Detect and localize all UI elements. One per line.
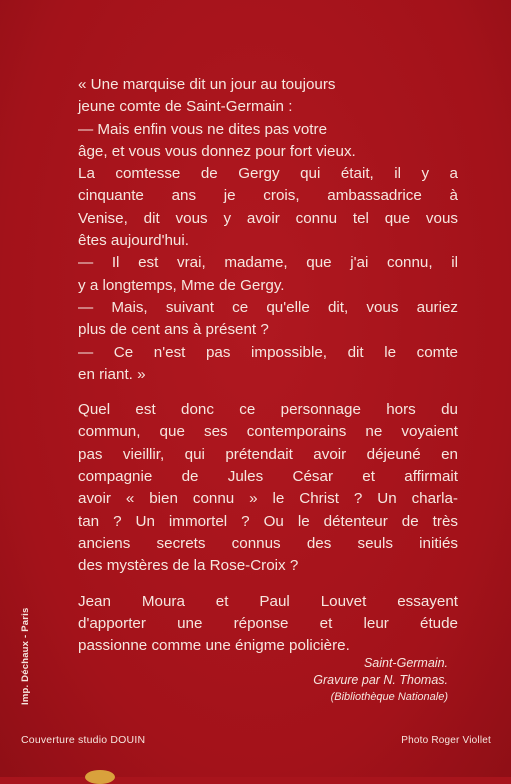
text-line: — Mais, suivant ce qu'elle dit, vous auriez	[78, 298, 458, 316]
text-line: Jean Moura et Paul Louvet essayent	[78, 592, 458, 610]
text-line: y a longtemps, Mme de Gergy.	[78, 276, 285, 294]
text-line: en riant. »	[78, 365, 146, 383]
caption-source: (Bibliothèque Nationale)	[330, 691, 448, 703]
text-line: Venise, dit vous y avoir connu tel que vous	[78, 209, 458, 227]
text-line: âge, et vous vous donnez pour fort vieux.	[78, 142, 356, 160]
text-line: passionne comme une énigme policière.	[78, 637, 350, 655]
caption-title: Saint-Germain.	[363, 656, 448, 670]
text-line: des mystères de la Rose-Croix ?	[78, 557, 299, 575]
photo-credit: Photo Roger Viollet	[401, 735, 491, 746]
text-line: Quel est donc ce personnage hors du	[78, 401, 458, 419]
text-line: compagnie de Jules César et affirmait	[78, 468, 458, 486]
text-line: avoir « bien connu » le Christ ? Un charla-	[78, 490, 458, 508]
caption-engraver: Gravure par N. Thomas.	[313, 673, 448, 687]
text-line: cinquante ans je crois, ambassadrice à	[78, 187, 458, 205]
text-line: commun, que ses contemporains ne voyaient	[78, 423, 458, 441]
price-sticker-fragment	[85, 770, 115, 784]
text-line: La comtesse de Gergy qui était, il y a	[78, 165, 458, 183]
text-line: — Il est vrai, madame, que j'ai connu, il	[78, 254, 458, 272]
blurb-text	[78, 74, 458, 657]
image-caption	[248, 655, 448, 706]
printer-credit: Imp. Déchaux - Paris	[20, 607, 31, 705]
text-line: jeune comte de Saint-Germain :	[78, 98, 293, 116]
text-line: pas vieillir, qui prétendait avoir déjeuné en	[78, 445, 458, 463]
text-line: anciens secrets connus des seuls initiés	[78, 534, 458, 552]
text-line: tan ? Un immortel ? Ou le détenteur de très	[78, 512, 458, 530]
text-line: plus de cent ans à présent ?	[78, 321, 269, 339]
text-line: d'apporter une réponse et leur étude	[78, 614, 458, 632]
text-line: êtes aujourd'hui.	[78, 232, 189, 250]
text-line: « Une marquise dit un jour au toujours	[78, 76, 336, 93]
text-line: — Ce n'est pas impossible, dit le comte	[78, 343, 458, 361]
cover-credit: Couverture studio DOUIN	[21, 734, 146, 746]
text-line: — Mais enfin vous ne dites pas votre	[78, 120, 328, 138]
